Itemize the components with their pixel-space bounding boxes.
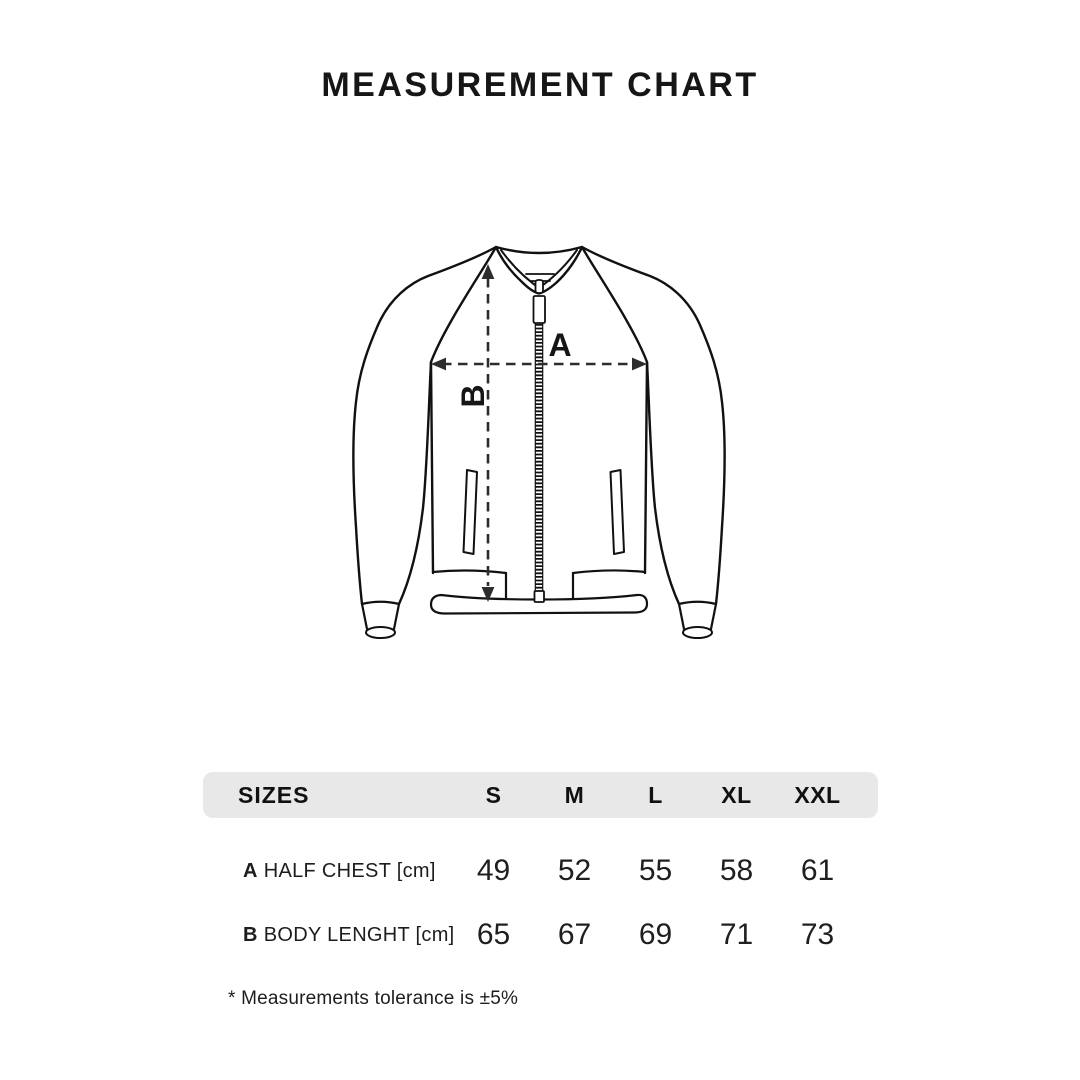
size-table-header bbox=[203, 772, 878, 818]
jacket-technical-drawing bbox=[330, 220, 750, 660]
size-col-xl: XL bbox=[721, 781, 752, 808]
measure-b-label: B bbox=[455, 384, 491, 408]
row-key: A bbox=[243, 859, 258, 882]
value-cell: 69 bbox=[638, 918, 673, 951]
measure-a-label: A bbox=[548, 327, 572, 363]
value-cell: 58 bbox=[719, 854, 754, 887]
jacket-diagram bbox=[330, 220, 750, 660]
right-pocket bbox=[611, 470, 625, 554]
size-col-xxl: XXL bbox=[794, 781, 841, 808]
value-cell: 61 bbox=[800, 854, 835, 887]
page-title: MEASUREMENT CHART bbox=[321, 66, 759, 104]
value-cell: 65 bbox=[476, 918, 511, 951]
zipper-stop bbox=[535, 591, 545, 602]
left-cuff-opening bbox=[366, 627, 395, 638]
size-col-m: M bbox=[564, 781, 585, 808]
value-cell: 67 bbox=[557, 918, 592, 951]
zipper-slider bbox=[534, 296, 546, 323]
value-cell: 73 bbox=[800, 918, 835, 951]
row-label: B BODY LENGHT [cm] bbox=[243, 923, 455, 946]
table-row-body-length bbox=[203, 903, 878, 967]
table-row-half-chest bbox=[203, 839, 878, 903]
value-cell: 55 bbox=[638, 854, 673, 887]
value-cell: 49 bbox=[476, 854, 511, 887]
size-col-l: L bbox=[648, 781, 663, 808]
tolerance-footnote: * Measurements tolerance is ±5% bbox=[228, 988, 519, 1009]
right-cuff-opening bbox=[683, 627, 712, 638]
value-cell: 71 bbox=[719, 918, 754, 951]
row-label: A HALF CHEST [cm] bbox=[243, 859, 436, 882]
size-col-s: S bbox=[485, 781, 502, 808]
size-table bbox=[203, 772, 878, 967]
left-pocket bbox=[464, 470, 478, 554]
value-cell: 52 bbox=[557, 854, 592, 887]
sizes-header-label: SIZES bbox=[238, 781, 310, 808]
row-key: B bbox=[243, 923, 258, 946]
zipper-pull bbox=[536, 280, 544, 293]
